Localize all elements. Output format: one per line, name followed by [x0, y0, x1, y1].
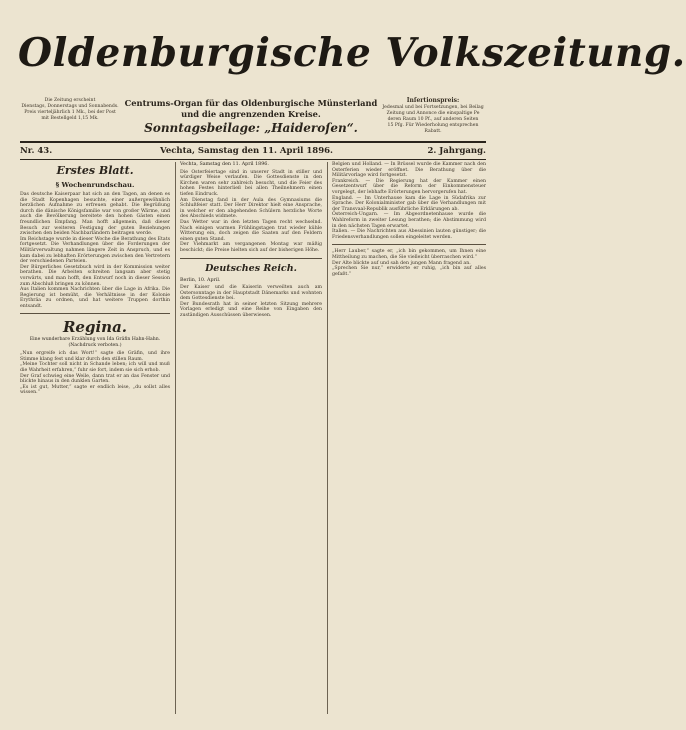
- section-first-sheet: Erstes Blatt.: [56, 164, 134, 177]
- article-paragraph: Im Reichstage wurde in dieser Woche die Berathung des Etats fortgesetzt. Die Verhandlungen über die Forderungen der Militärverwaltung nahmen längere Zeit in Anspruch, und es kam dabei zu lebhaften Erörterungen zwischen den Vertretern der verschiedenen Parteien.: [20, 236, 170, 265]
- header-rule-top: [20, 141, 486, 143]
- publication-info-line: mit Bestellgeld 1,15 Mk.: [41, 116, 99, 121]
- subtitle-line-1: Centrums-Organ für das Oldenburgische Münsterland: [124, 98, 378, 108]
- serial-title: Regina.: [62, 318, 128, 337]
- article-paragraph: England. — Im Unterhause kam die Lage in Südafrika zur Sprache. Der Kolonialminister gab über die Verhandlungen mit der Transvaal-Republik ausführliche Erklärungen ab.: [332, 195, 486, 212]
- issue-date: Vechta, Samstag den 11. April 1896.: [160, 146, 333, 156]
- serial-paragraph: „Meine Tochter soll nicht in Schande leben; ich will und muß die Wahrheit erfahren,“ fuhr sie fort, indem sie sich erhob.: [20, 362, 170, 374]
- article-paragraph: Am Dienstag fand in der Aula des Gymnasiums die Schlußfeier statt. Der Herr Direktor hielt eine Ansprache, in welcher er den abgehenden Schülern herzliche Worte des Abschieds widmete.: [180, 197, 322, 220]
- article-paragraph: Die Osterfeiertage sind in unserer Stadt in stiller und würdiger Weise verlaufen. Die Gottesdienste in den Kirchen waren sehr zahlreich besucht, und die Feier des hohen Festes hinterließ bei allen Theilnehmern einen tiefen Eindruck.: [180, 169, 322, 197]
- feuilleton-divider: [332, 244, 486, 245]
- serial-paragraph: „Sprechen Sie nur,“ erwiderte er ruhig, „ich bin auf alles gefaßt.“: [332, 266, 486, 277]
- advertising-rates-line: Rabatt.: [424, 129, 442, 134]
- advertising-rates-line: Zeitung und Annonce die einspaltige Pe: [386, 111, 480, 116]
- issue-number: Nr. 43.: [20, 146, 53, 156]
- article-paragraph: Das Wetter war in den letzten Tagen recht wechselnd. Nach einigen warmen Frühlingstagen trat wieder kühle Witterung ein, doch zeigen die Saaten auf den Feldern einen guten Stand.: [180, 219, 322, 242]
- weekly-review-heading: § Wochenrundschau.: [55, 181, 135, 189]
- subtitle-line-2: und die angrenzenden Kreise.: [181, 109, 321, 119]
- berlin-dateline: Berlin, 10. April.: [180, 277, 221, 283]
- article-paragraph: Belgien und Holland. — In Brüssel wurde die Kammer nach den Osterferien wieder eröffnet. Die Berathung über die Militärvorlage wird fortgesetzt.: [332, 162, 486, 179]
- section-divider: [180, 258, 322, 259]
- article-paragraph: Der Bürgerliches Gesetzbuch wird in der Kommission weiter berathen. Die Arbeiten schreiten langsam aber stetig vorwärts, und man hofft, den Entwurf noch in dieser Session zum Abschluß bringen zu können.: [20, 264, 170, 287]
- advertising-rates-line: 15 Pfg. Für Wiederholung entsprechen: [387, 123, 479, 128]
- masthead-subtitle: [120, 98, 382, 120]
- sunday-supplement: Sonntagsbeilage: „Haideroſen“.: [144, 121, 358, 135]
- advertising-rates-line: deren Raum 10 Pf., auf anderen Seiten: [387, 117, 479, 122]
- serial-paragraph: Der Graf schwieg eine Weile, dann trat er an das Fenster und blickte hinaus in den dunklen Garten.: [20, 373, 170, 385]
- article-paragraph: Italien. — Die Nachrichten aus Abessinien lauten günstiger; die Friedensverhandlungen sollen eingeleitet werden.: [332, 229, 486, 240]
- article-paragraph: Der Bundesrath hat in seiner letzten Sitzung mehrere Vorlagen erledigt und eine Reihe von Eingaben den zuständigen Ausschüssen überwiesen.: [180, 301, 322, 319]
- advertising-rates: [380, 98, 486, 135]
- publication-info-line: Dienstags, Donnerstags und Sonnabends.: [21, 104, 119, 109]
- publication-info-line: Preis vierteljährlich 1 Mk., bei der Post: [24, 110, 116, 115]
- column-1: [20, 162, 170, 714]
- volume-number: 2. Jahrgang.: [427, 146, 486, 156]
- column-2: [180, 162, 322, 714]
- feuilleton-divider: [20, 313, 170, 314]
- article-paragraph: Der Kaiser und die Kaiserin verweilten auch am Ostersonntage in der Hauptstadt Dänemarks und wohnten dem Gottesdienste bei.: [180, 285, 322, 302]
- publication-info: [20, 98, 120, 122]
- section-german-empire: Deutsches Reich.: [205, 262, 297, 274]
- column-divider: [327, 162, 328, 714]
- article-paragraph: Österreich-Ungarn. — Im Abgeordnetenhause wurde die Wahlreform in zweiter Lesung berathen; die Abstimmung wird in den nächsten Tagen erwartet.: [332, 212, 486, 229]
- column-divider: [175, 162, 176, 714]
- article-paragraph: Frankreich. — Die Regierung hat der Kammer einen Gesetzentwurf über die Reform der Einkommensteuer vorgelegt, der lebhafte Erörterungen hervorgerufen hat.: [332, 178, 486, 195]
- serial-subtitle: Eine wunderbare Erzählung von Ida Gräfin Hahn-Hahn. (Nachdruck verboten.): [29, 337, 161, 348]
- masthead-title: Oldenburgische Volkszeitung.: [18, 30, 686, 76]
- serial-paragraph: Der Alte blickte auf und sah den jungen Mann fragend an.: [332, 260, 471, 266]
- article-paragraph: Aus Italien kommen Nachrichten über die Lage in Afrika. Die Regierung ist bemüht, die Verhältnisse in der Kolonie Erythräa zu ordnen, und hat weitere Truppen dorthin entsandt.: [20, 287, 170, 309]
- article-paragraph: Das deutsche Kaiserpaar hat sich an den Tagen, an denen es die Stadt Kopenhagen besuchte, einer außergewöhnlich herzlichen Aufnahme zu erfreuen gehabt. Die Begrüßung durch die dänische Königsfamilie war von großer Wärme, und auch die Bevölkerung bereitete den hohen Gästen einen freundlichen Empfang. Man hofft allgemein, daß dieser Besuch zur weiteren Festigung der guten Beziehungen zwischen den beiden Nachbarländern beitragen werde.: [20, 192, 170, 237]
- advertising-rates-line: Jedesmal und bei Fortsetzungen, bei Beilag: [382, 105, 484, 110]
- header-rule-bottom: [20, 159, 486, 160]
- local-dateline: Vechta, Samstag den 11. April 1896.: [180, 162, 269, 167]
- serial-paragraph: „Nun ergreife ich das Wort!“ sagte die Gräfin, und ihre Stimme klang fest und klar durch den stillen Raum.: [20, 351, 170, 362]
- advertising-rates-heading: Inſertionspreis:: [406, 97, 460, 104]
- serial-paragraph: „Es ist gut, Mutter,“ sagte er endlich leise, „du sollst alles wissen.“: [20, 384, 170, 396]
- publication-info-line: Die Zeitung erscheint: [44, 98, 96, 103]
- serial-paragraph: „Herr Lauber,“ sagte er, „ich bin gekommen, um Ihnen eine Mittheilung zu machen, die Sie vielleicht überraschen wird.“: [332, 249, 486, 260]
- issue-info-bar: [20, 146, 486, 158]
- article-paragraph: Der Viehmarkt am vergangenen Montag war mäßig beschickt; die Preise hielten sich auf der bisherigen Höhe.: [180, 242, 322, 253]
- column-3: [332, 162, 486, 714]
